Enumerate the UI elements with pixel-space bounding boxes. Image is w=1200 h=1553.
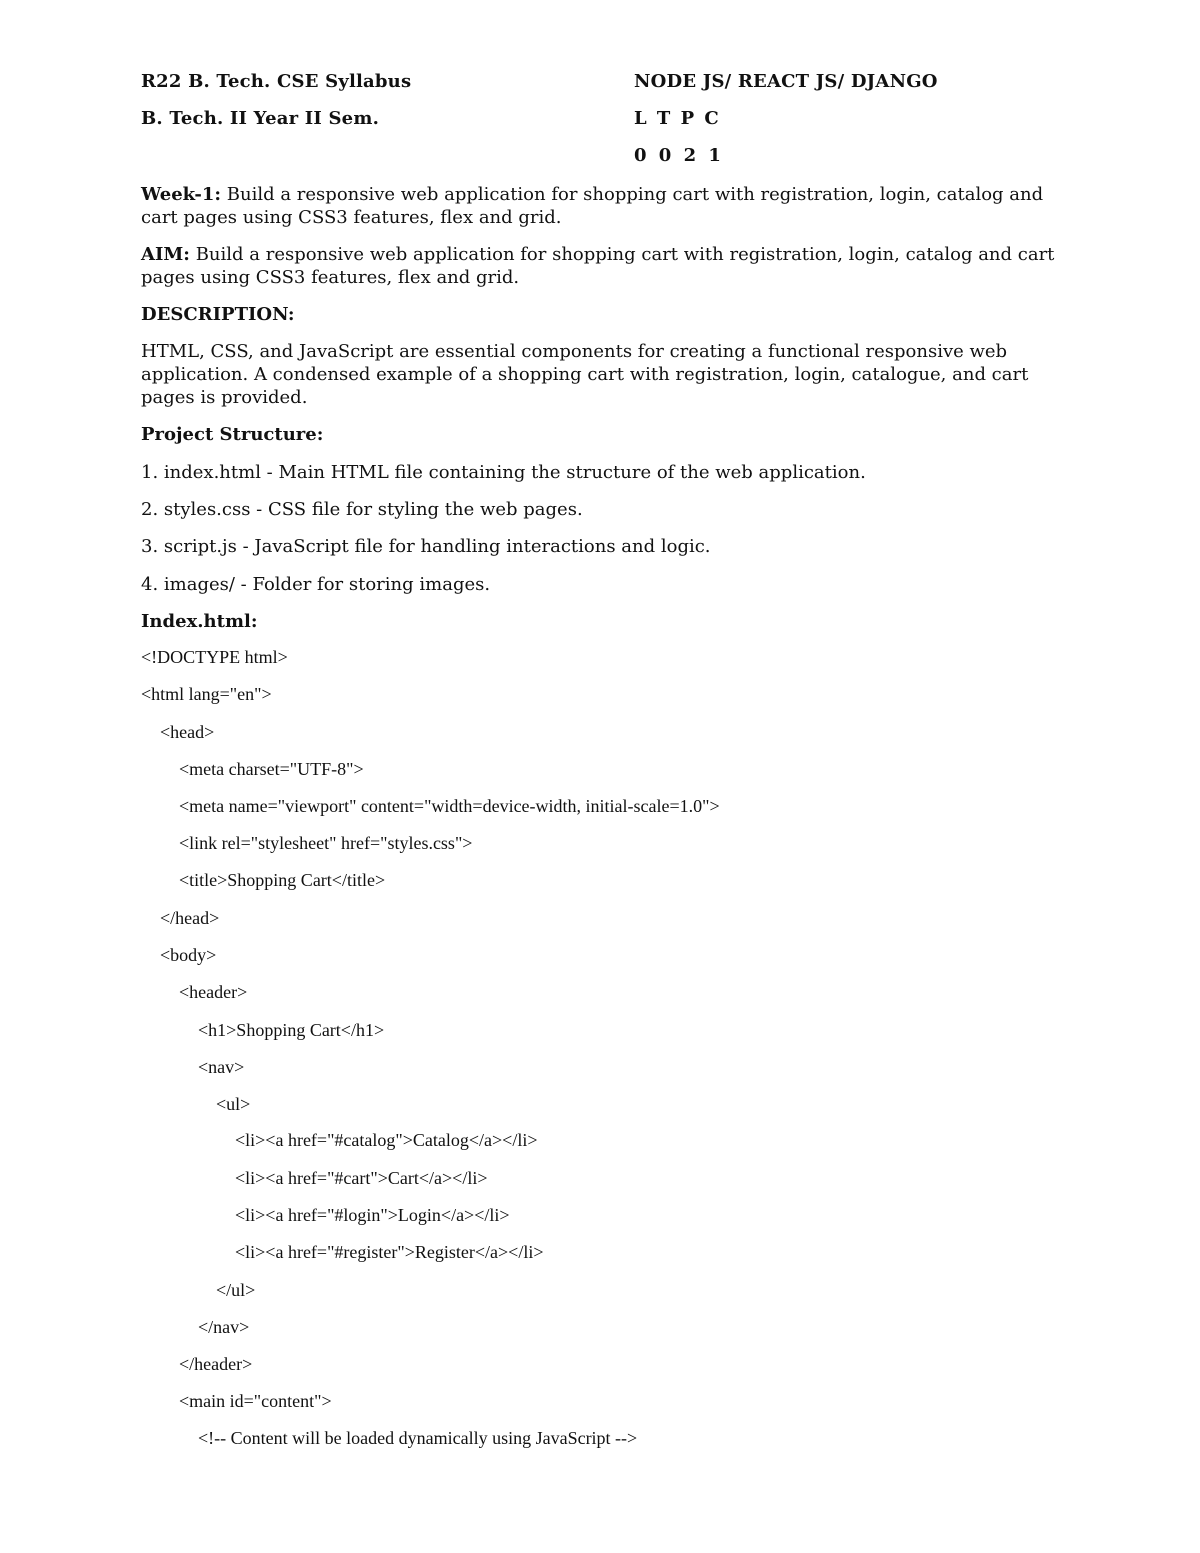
code-line: <li><a href="#catalog">Catalog</a></li>	[235, 1130, 538, 1150]
structure-item: 2. styles.css - CSS file for styling the web pages.	[141, 499, 583, 520]
semester-label: B. Tech. II Year II Sem.	[141, 108, 380, 129]
code-line: <header>	[179, 982, 248, 1002]
code-line: </head>	[160, 908, 220, 928]
description-text: HTML, CSS, and JavaScript are essential components for creating a functional responsive web application. A condensed example of a shopping cart with registration, login, catalogue, and cart pages is provided.	[141, 341, 1029, 408]
code-line: <head>	[160, 722, 215, 742]
code-line: <h1>Shopping Cart</h1>	[198, 1020, 385, 1040]
code-line: </header>	[179, 1354, 253, 1374]
code-line: <main id="content">	[179, 1391, 332, 1411]
syllabus-title: R22 B. Tech. CSE Syllabus	[141, 71, 412, 92]
project-structure-heading: Project Structure:	[141, 424, 324, 445]
code-line: <meta charset="UTF-8">	[179, 759, 364, 779]
ltpc-values: 0 0 2 1	[634, 145, 724, 166]
code-line: <html lang="en">	[141, 684, 272, 704]
code-line: <nav>	[198, 1057, 245, 1077]
code-line: <li><a href="#cart">Cart</a></li>	[235, 1168, 488, 1188]
aim-label: AIM:	[141, 244, 190, 265]
code-line: </ul>	[216, 1280, 256, 1300]
description-heading: DESCRIPTION:	[141, 304, 295, 325]
ltpc-header: L T P C	[634, 108, 721, 129]
code-line: </nav>	[198, 1317, 250, 1337]
structure-item: 3. script.js - JavaScript file for handling interactions and logic.	[141, 536, 711, 557]
code-line: <ul>	[216, 1094, 251, 1114]
code-line: <title>Shopping Cart</title>	[179, 870, 386, 890]
code-line: <meta name="viewport" content="width=device-width, initial-scale=1.0">	[179, 796, 720, 816]
code-line: <link rel="stylesheet" href="styles.css">	[179, 833, 473, 853]
course-title: NODE JS/ REACT JS/ DJANGO	[634, 71, 938, 92]
code-line: <li><a href="#login">Login</a></li>	[235, 1205, 510, 1225]
code-line: <li><a href="#register">Register</a></li>	[235, 1242, 544, 1262]
index-html-heading: Index.html:	[141, 611, 258, 632]
aim-text: Build a responsive web application for shopping cart with registration, login, catalog and cart pages using CSS3 features, flex and grid.	[141, 244, 1055, 288]
code-line: <!-- Content will be loaded dynamically using JavaScript -->	[198, 1428, 638, 1448]
code-line: <body>	[160, 945, 217, 965]
aim-paragraph	[141, 243, 1061, 289]
week-label: Week-1:	[141, 184, 222, 205]
week-paragraph	[141, 183, 1061, 229]
code-line: <!DOCTYPE html>	[141, 647, 288, 667]
structure-item: 1. index.html - Main HTML file containing the structure of the web application.	[141, 462, 866, 483]
structure-item: 4. images/ - Folder for storing images.	[141, 574, 491, 595]
week-text: Build a responsive web application for shopping cart with registration, login, catalog and cart pages using CSS3 features, flex and grid.	[141, 184, 1044, 228]
